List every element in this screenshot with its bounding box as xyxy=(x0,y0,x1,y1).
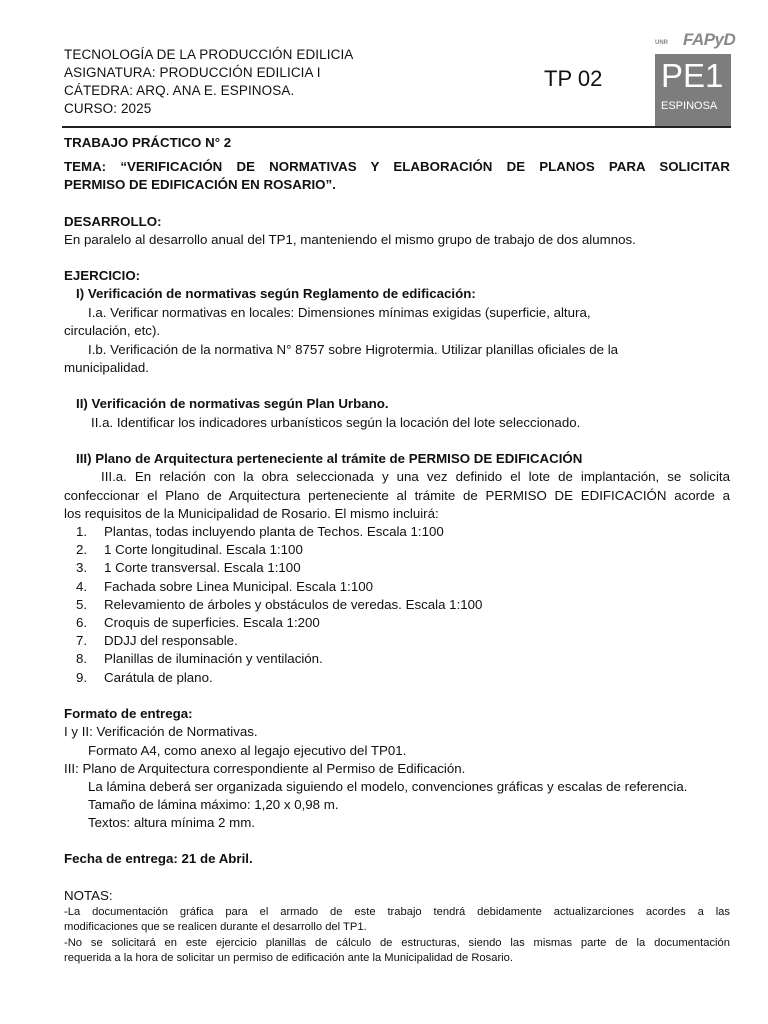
formato-line: I y II: Verificación de Normativas. xyxy=(64,724,258,739)
fapyd-logo xyxy=(655,28,736,126)
note-line: modificaciones que se realicen durante el desarrollo del TP1. xyxy=(64,921,367,933)
paragraph-line: los requisitos de la Municipalidad de Rosario. El mismo incluirá: xyxy=(64,506,439,521)
list-item-text: Relevamiento de árboles y obstáculos de veredas. Escala 1:100 xyxy=(104,596,483,612)
list-number: 5. xyxy=(76,596,88,612)
note-line: -La documentación gráfica para el armado de este trabajo tendrá debidamente actualizarciones acordes a las xyxy=(64,906,730,918)
page-title: TRABAJO PRÁCTICO N° 2 xyxy=(64,135,232,150)
paragraph-line: municipalidad. xyxy=(64,360,150,375)
formato-line: Formato A4, como anexo al legajo ejecutivo del TP01. xyxy=(88,743,407,758)
ejercicio-heading: EJERCICIO: xyxy=(64,268,141,283)
section-heading: I) Verificación de normativas según Reglamento de edificación: xyxy=(76,286,476,301)
tp-code: TP 02 xyxy=(544,66,603,91)
header-line: TECNOLOGÍA DE LA PRODUCCIÓN EDILICIA xyxy=(64,47,354,62)
note-line: requerida a la hora de solicitar un permiso de edificación ante la Municipalidad de Rosario. xyxy=(64,952,514,964)
header-line: CÁTEDRA: ARQ. ANA E. ESPINOSA. xyxy=(64,83,295,98)
list-item-text: 1 Corte longitudinal. Escala 1:100 xyxy=(104,542,303,558)
course-header xyxy=(64,46,353,118)
course-badge xyxy=(655,54,731,126)
list-number: 6. xyxy=(76,614,88,630)
notas-heading: NOTAS: xyxy=(64,888,113,903)
list-item-text: 1 Corte transversal. Escala 1:100 xyxy=(104,560,301,576)
list-item xyxy=(64,614,482,632)
list-number: 3. xyxy=(76,560,88,576)
formato-line: III: Plano de Arquitectura correspondiente al Permiso de Edificación. xyxy=(64,761,466,776)
requirements-list xyxy=(64,523,482,687)
list-item xyxy=(64,650,482,668)
header-line: CURSO: 2025 xyxy=(64,101,152,116)
unr-logo-text: UNR xyxy=(655,40,668,46)
list-number: 2. xyxy=(76,542,88,558)
list-item xyxy=(64,596,482,614)
due-date: Fecha de entrega: 21 de Abril. xyxy=(64,851,253,866)
header-line: ASIGNATURA: PRODUCCIÓN EDILICIA I xyxy=(64,65,321,80)
tema-line: TEMA: “VERIFICACIÓN DE NORMATIVAS Y ELABORACIÓN DE PLANOS PARA SOLICITAR xyxy=(64,159,730,174)
list-item xyxy=(64,578,482,596)
list-number: 8. xyxy=(76,651,88,667)
paragraph-line: I.a. Verificar normativas en locales: Dimensiones mínimas exigidas (superficie, altura, xyxy=(88,305,591,320)
paragraph-line: III.a. En relación con la obra seleccionada y una vez definido el lote de implantación, se solicita xyxy=(101,469,730,484)
list-item xyxy=(64,669,482,687)
paragraph-line: II.a. Identificar los indicadores urbanísticos según la locación del lote seleccionado. xyxy=(91,415,581,430)
list-item-text: Carátula de plano. xyxy=(104,669,213,685)
paragraph-line: I.b. Verificación de la normativa N° 8757 sobre Higrotermia. Utilizar planillas oficiales de la xyxy=(88,342,619,357)
header-divider xyxy=(62,126,731,128)
tema-line: PERMISO DE EDIFICACIÓN EN ROSARIO”. xyxy=(64,177,336,192)
fapyd-logo-text: FAPyD xyxy=(683,30,736,49)
course-badge-name: ESPINOSA xyxy=(661,100,718,112)
list-item-text: Croquis de superficies. Escala 1:200 xyxy=(104,614,320,630)
list-item-text: DDJJ del responsable. xyxy=(104,633,238,649)
formato-heading: Formato de entrega: xyxy=(64,706,193,721)
list-item xyxy=(64,541,482,559)
paragraph-line: confeccionar el Plano de Arquitectura perteneciente al trámite de PERMISO DE EDIFICACIÓN acorde a xyxy=(64,488,730,503)
list-number: 4. xyxy=(76,578,88,594)
formato-line: La lámina deberá ser organizada siguiendo el modelo, convenciones gráficas y escalas de referencia. xyxy=(88,779,688,794)
section-heading: II) Verificación de normativas según Plan Urbano. xyxy=(76,396,389,411)
list-number: 9. xyxy=(76,669,88,685)
list-number: 1. xyxy=(76,524,88,539)
list-item-text: Plantas, todas incluyendo planta de Techos. Escala 1:100 xyxy=(104,524,444,539)
list-item xyxy=(64,523,482,541)
section-heading: III) Plano de Arquitectura perteneciente al trámite de PERMISO DE EDIFICACIÓN xyxy=(76,451,583,466)
desarrollo-text: En paralelo al desarrollo anual del TP1, manteniendo el mismo grupo de trabajo de dos alumnos. xyxy=(64,232,636,247)
formato-line: Tamaño de lámina máximo: 1,20 x 0,98 m. xyxy=(88,797,339,812)
list-item-text: Planillas de iluminación y ventilación. xyxy=(104,651,323,667)
desarrollo-heading: DESARROLLO: xyxy=(64,214,162,229)
formato-line: Textos: altura mínima 2 mm. xyxy=(88,815,255,830)
paragraph-line: circulación, etc). xyxy=(64,323,161,338)
list-number: 7. xyxy=(76,633,88,649)
list-item xyxy=(64,632,482,650)
list-item-text: Fachada sobre Linea Municipal. Escala 1:100 xyxy=(104,578,374,594)
note-line: -No se solicitará en este ejercicio planillas de cálculo de estructuras, siendo las mismas parte de la documentación xyxy=(64,937,730,949)
course-badge-code: PE1 xyxy=(661,57,724,94)
list-item xyxy=(64,559,482,577)
